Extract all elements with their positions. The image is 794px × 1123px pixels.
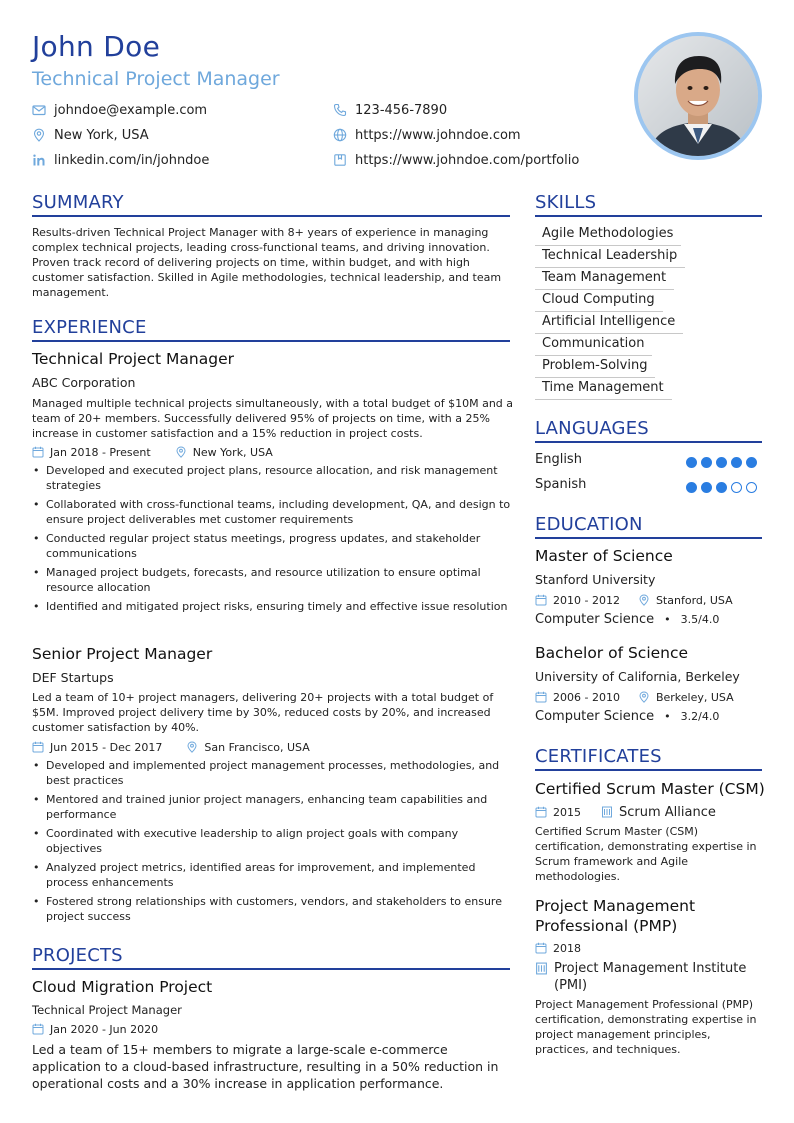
job-meta bbox=[32, 740, 310, 754]
email-text: johndoe@example.com bbox=[54, 102, 208, 118]
skill-tag: Technical Leadership bbox=[535, 246, 685, 268]
certificate-meta bbox=[535, 941, 581, 955]
certificate-issuer-row bbox=[535, 960, 763, 994]
calendar-icon bbox=[32, 1023, 44, 1035]
contact-email[interactable] bbox=[32, 101, 207, 119]
list-item: • Mentored and trained junior project managers, enhancing team capabilities and performance bbox=[32, 792, 514, 822]
skill-tag: Team Management bbox=[535, 268, 674, 290]
experience-heading: EXPERIENCE bbox=[32, 317, 147, 338]
phone-icon bbox=[333, 103, 347, 117]
education-heading: EDUCATION bbox=[535, 514, 643, 535]
job-company: DEF Startups bbox=[32, 670, 114, 685]
certificates-heading: CERTIFICATES bbox=[535, 746, 662, 767]
skill-tag: Communication bbox=[535, 334, 652, 356]
school: University of California, Berkeley bbox=[535, 669, 740, 684]
education-field: Computer Science bbox=[535, 709, 655, 724]
phone-text: 123-456-7890 bbox=[355, 102, 448, 118]
skills-rule bbox=[535, 215, 762, 217]
degree: Bachelor of Science bbox=[535, 644, 689, 662]
project-description: Led a team of 15+ members to migrate a large-scale e-commerce application to a cloud-based infrastructure, resulting in a 50% reduction in operational costs and a 30% increase in application performance. bbox=[32, 1042, 499, 1091]
rating-dot-empty bbox=[731, 482, 742, 493]
certificate-name: Project Management Professional (PMP) bbox=[535, 897, 696, 935]
certificate-meta bbox=[535, 805, 716, 819]
contact-location bbox=[32, 126, 149, 144]
project-name: Cloud Migration Project bbox=[32, 978, 213, 996]
contact-website[interactable] bbox=[333, 126, 521, 144]
certificate-issuer: Project Management Institute (PMI) bbox=[554, 961, 747, 993]
portrait-image bbox=[638, 36, 758, 156]
skill-tag: Agile Methodologies bbox=[535, 224, 681, 246]
contact-phone[interactable] bbox=[333, 101, 447, 119]
portfolio-text: https://www.johndoe.com/portfolio bbox=[355, 152, 580, 168]
education-field-row: Computer Science • 3.5/4.0 bbox=[535, 612, 720, 627]
certificate-description: Certified Scrum Master (CSM) certification, demonstrating expertise in Scrum framework and Agile methodologies. bbox=[535, 825, 757, 883]
list-item: • Collaborated with cross-functional teams, including development, QA, and design to ensure project deliverables met customer requirements bbox=[32, 497, 514, 527]
job-meta bbox=[32, 445, 273, 459]
languages-heading: LANGUAGES bbox=[535, 418, 649, 439]
job-title: Senior Project Manager bbox=[32, 645, 213, 663]
rating-dot-empty bbox=[746, 482, 757, 493]
project-dates: Jan 2020 - Jun 2020 bbox=[50, 1022, 159, 1036]
candidate-name: John Doe bbox=[32, 30, 161, 63]
project-role: Technical Project Manager bbox=[32, 1003, 182, 1017]
rating-dot-filled bbox=[686, 482, 697, 493]
education-gpa: 3.5/4.0 bbox=[680, 613, 720, 626]
institution-icon bbox=[601, 806, 613, 818]
certificates-rule bbox=[535, 769, 762, 771]
certificate-description: Project Management Professional (PMP) certification, demonstrating expertise in project management principles, practices, and techniques. bbox=[535, 998, 757, 1056]
language-rating bbox=[686, 482, 761, 493]
education-meta bbox=[535, 690, 734, 704]
skills-heading: SKILLS bbox=[535, 192, 597, 213]
rating-dot-filled bbox=[746, 457, 757, 468]
list-item: • Analyzed project metrics, identified areas for improvement, and implemented process enhancements bbox=[32, 860, 514, 890]
education-location: Berkeley, USA bbox=[655, 690, 734, 704]
location-pin-icon bbox=[638, 594, 650, 606]
degree: Master of Science bbox=[535, 547, 673, 565]
summary-rule bbox=[32, 215, 510, 217]
language-name: English bbox=[535, 452, 582, 467]
job-description: Led a team of 10+ project managers, delivering 20+ projects with a total budget of $5M. Improved project delivery time by 30%, reduced costs by 20%, and increased customer satisfaction by 40%. bbox=[32, 691, 494, 734]
location-pin-icon bbox=[175, 446, 187, 458]
education-location: Stanford, USA bbox=[655, 593, 733, 607]
calendar-icon bbox=[535, 942, 547, 954]
calendar-icon bbox=[32, 446, 44, 458]
location-pin-icon bbox=[186, 741, 198, 753]
languages-rule bbox=[535, 441, 762, 443]
school: Stanford University bbox=[535, 572, 656, 587]
job-title: Technical Project Manager bbox=[32, 350, 234, 368]
job-bullets bbox=[32, 758, 514, 928]
skill-tag: Artificial Intelligence bbox=[535, 312, 683, 334]
skill-tag: Cloud Computing bbox=[535, 290, 663, 312]
job-location: New York, USA bbox=[192, 445, 273, 459]
globe-icon bbox=[333, 128, 347, 142]
portfolio-icon bbox=[333, 153, 347, 167]
job-location: San Francisco, USA bbox=[204, 740, 310, 754]
profile-photo bbox=[634, 32, 762, 160]
mail-icon bbox=[32, 103, 46, 117]
linkedin-text: linkedin.com/in/johndoe bbox=[54, 152, 210, 168]
education-field: Computer Science bbox=[535, 612, 655, 627]
rating-dot-filled bbox=[701, 482, 712, 493]
location-text: New York, USA bbox=[54, 127, 149, 143]
contact-portfolio[interactable] bbox=[333, 151, 579, 169]
projects-rule bbox=[32, 968, 510, 970]
list-item: • Developed and executed project plans, resource allocation, and risk management strategies bbox=[32, 463, 514, 493]
list-item: • Identified and mitigated project risks, ensuring timely and effective issue resolution bbox=[32, 599, 514, 614]
list-item: • Developed and implemented project management processes, methodologies, and best practices bbox=[32, 758, 514, 788]
skill-tag: Problem-Solving bbox=[535, 356, 655, 378]
summary-text: Results-driven Technical Project Manager with 8+ years of experience in managing complex technical projects, leading cross-functional teams, and driving innovation. Proven track record of delivering projects on time, within budget, and with high customer satisfaction. Skilled in Agile methodologies, technical leadership, and team management. bbox=[32, 226, 502, 299]
calendar-icon bbox=[535, 594, 547, 606]
list-item: • Coordinated with executive leadership to align project goals with company objectives bbox=[32, 826, 514, 856]
rating-dot-filled bbox=[716, 457, 727, 468]
education-field-row: Computer Science • 3.2/4.0 bbox=[535, 709, 720, 724]
language-rating bbox=[686, 457, 761, 468]
certificate-year: 2018 bbox=[553, 941, 581, 955]
summary-heading: SUMMARY bbox=[32, 192, 124, 213]
calendar-icon bbox=[32, 741, 44, 753]
project-meta bbox=[32, 1022, 158, 1036]
education-rule bbox=[535, 537, 762, 539]
rating-dot-filled bbox=[686, 457, 697, 468]
location-pin-icon bbox=[32, 128, 46, 142]
candidate-role: Technical Project Manager bbox=[32, 68, 280, 90]
language-name: Spanish bbox=[535, 477, 587, 492]
rating-dot-filled bbox=[731, 457, 742, 468]
rating-dot-filled bbox=[701, 457, 712, 468]
education-dates: 2006 - 2010 bbox=[553, 690, 620, 704]
list-item: • Conducted regular project status meetings, progress updates, and stakeholder communications bbox=[32, 531, 514, 561]
linkedin-icon bbox=[32, 153, 46, 167]
education-meta bbox=[535, 593, 733, 607]
certificate-year: 2015 bbox=[553, 805, 581, 819]
institution-icon bbox=[535, 962, 548, 975]
job-description: Managed multiple technical projects simultaneously, with a total budget of $10M and a team of 20+ members. Successfully delivered 95% of projects on time, with a 25% increase in customer satisfaction and a 15% reduction in project costs. bbox=[32, 397, 514, 440]
website-text: https://www.johndoe.com bbox=[355, 127, 521, 143]
job-dates: Jun 2015 - Dec 2017 bbox=[50, 740, 163, 754]
certificate-issuer: Scrum Alliance bbox=[619, 804, 716, 820]
job-dates: Jan 2018 - Present bbox=[50, 445, 151, 459]
education-dates: 2010 - 2012 bbox=[553, 593, 620, 607]
projects-heading: PROJECTS bbox=[32, 945, 123, 966]
job-bullets bbox=[32, 463, 514, 618]
contact-linkedin[interactable] bbox=[32, 151, 209, 169]
skill-tag: Time Management bbox=[535, 378, 672, 400]
location-pin-icon bbox=[638, 691, 650, 703]
calendar-icon bbox=[535, 806, 547, 818]
list-item: • Managed project budgets, forecasts, and resource utilization to ensure optimal resource allocation bbox=[32, 565, 514, 595]
education-gpa: 3.2/4.0 bbox=[680, 710, 720, 723]
experience-rule bbox=[32, 340, 510, 342]
calendar-icon bbox=[535, 691, 547, 703]
job-company: ABC Corporation bbox=[32, 375, 136, 390]
certificate-name: Certified Scrum Master (CSM) bbox=[535, 780, 765, 798]
rating-dot-filled bbox=[716, 482, 727, 493]
list-item: • Fostered strong relationships with customers, vendors, and stakeholders to ensure project success bbox=[32, 894, 514, 924]
